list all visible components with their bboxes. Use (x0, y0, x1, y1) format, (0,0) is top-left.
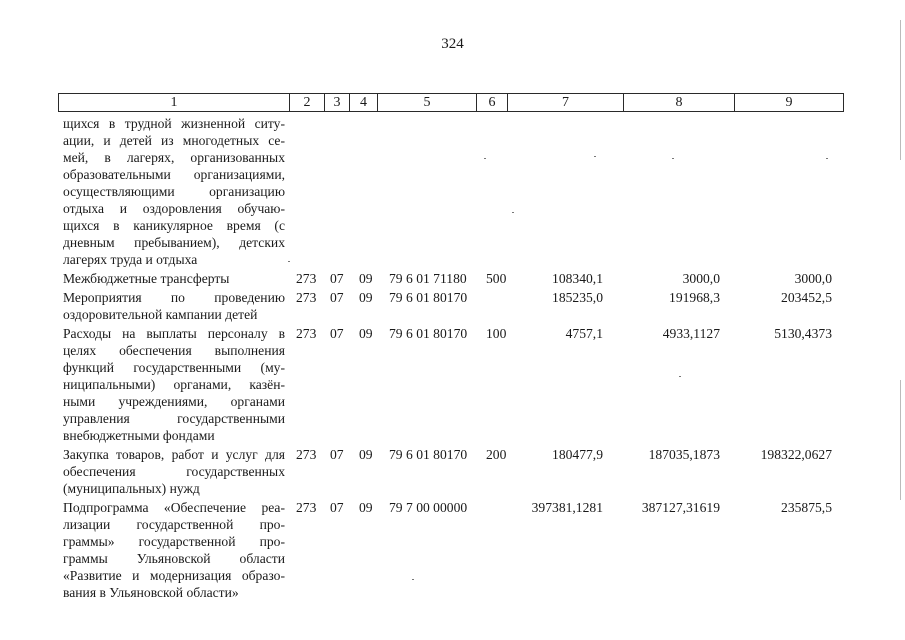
cell-csr: 79 6 01 71180 (389, 271, 467, 286)
scan-speck (412, 579, 414, 580)
cell-sum-2: 387127,31619 (641, 500, 720, 515)
row-name-line: граммы» государственной про- (63, 534, 285, 549)
row-name-line: Мероприятия по проведению (63, 290, 285, 305)
row-name (63, 446, 285, 497)
cell-sum-3: 235875,5 (781, 500, 832, 515)
row-name (63, 289, 285, 323)
row-name-line: внебюджетными фондами (63, 428, 215, 443)
header-col-sum2: 8 (624, 94, 735, 111)
cell-sum-3: 203452,5 (781, 290, 832, 305)
table-header-row (58, 93, 844, 112)
cell-pr: 09 (359, 447, 373, 462)
cell-sum-2: 187035,1873 (648, 447, 720, 462)
row-name-line: щихся в каникулярное время (с (63, 218, 285, 233)
table-row (0, 270, 905, 287)
row-name-line: ниципальными) органами, казён- (63, 377, 285, 392)
row-name-line: Подпрограмма «Обеспечение реа- (63, 500, 285, 515)
cell-sum-1: 108340,1 (552, 271, 603, 286)
scan-edge-mark (900, 380, 901, 500)
scan-speck (512, 212, 514, 213)
cell-csr: 79 7 00 00000 (389, 500, 468, 515)
cell-csr: 79 6 01 80170 (389, 447, 468, 462)
row-name-line: обеспечения государственных (63, 464, 285, 479)
cell-grbs: 273 (296, 290, 317, 305)
row-name-line: управления государственными (63, 411, 285, 426)
row-name-line: лагерях труда и отдыха (63, 252, 198, 267)
cell-pr: 09 (359, 500, 373, 515)
row-name-line: функций государственными (му- (63, 360, 285, 375)
scan-speck (672, 158, 674, 159)
cell-csr: 79 6 01 80170 (389, 326, 468, 341)
row-name (63, 115, 285, 268)
row-name-line: щихся в трудной жизненной ситу- (63, 116, 285, 131)
cell-sum-3: 5130,4373 (774, 326, 832, 341)
cell-vr: 500 (486, 271, 507, 286)
cell-vr: 100 (486, 326, 507, 341)
table-row (0, 289, 905, 323)
cell-sum-2: 4933,1127 (662, 326, 720, 341)
table-row (0, 325, 905, 444)
row-name-line: целях обеспечения выполнения (63, 343, 285, 358)
row-name-line: осуществляющими организацию (63, 184, 285, 199)
row-name-line: ными учреждениями, органами (63, 394, 285, 409)
cell-sum-1: 4757,1 (565, 326, 603, 341)
table-row (0, 499, 905, 601)
header-col-sum1: 7 (508, 94, 624, 111)
header-col-sum3: 9 (785, 95, 793, 110)
row-name-line: отдыха и оздоровления обучаю- (63, 201, 285, 216)
row-name-line: мей, в лагерях, организованных (63, 150, 285, 165)
cell-grbs: 273 (296, 326, 317, 341)
row-name-line: Межбюджетные трансферты (63, 271, 230, 286)
page-number: 324 (441, 36, 464, 52)
cell-rz: 07 (330, 326, 344, 341)
header-col-pr: 4 (350, 94, 378, 111)
row-name-line: оздоровительной кампании детей (63, 307, 258, 322)
cell-sum-3: 198322,0627 (760, 447, 832, 462)
cell-grbs: 273 (296, 447, 317, 462)
row-name (63, 270, 285, 287)
scan-speck (594, 156, 596, 157)
cell-pr: 09 (359, 271, 373, 286)
row-name-line: лизации государственной про- (63, 517, 285, 532)
scan-edge-mark (900, 20, 901, 160)
row-name-line: Закупка товаров, работ и услуг для (63, 447, 285, 462)
cell-pr: 09 (359, 290, 373, 305)
row-name-line: вания в Ульяновской области» (63, 585, 239, 600)
cell-grbs: 273 (296, 500, 317, 515)
cell-pr: 09 (359, 326, 373, 341)
cell-sum-2: 191968,3 (669, 290, 720, 305)
header-col-name: 1 (59, 94, 290, 111)
header-col-grbs: 2 (290, 94, 325, 111)
cell-rz: 07 (330, 271, 344, 286)
cell-sum-3: 3000,0 (794, 271, 832, 286)
header-col-rz: 3 (325, 94, 350, 111)
row-name-line: образовательными организациями, (63, 167, 285, 182)
table-row (0, 115, 905, 268)
header-col-vr: 6 (477, 94, 508, 111)
cell-csr: 79 6 01 80170 (389, 290, 468, 305)
cell-rz: 07 (330, 500, 344, 515)
row-name (63, 325, 285, 444)
row-name-line: Расходы на выплаты персоналу в (63, 326, 285, 341)
table-row (0, 446, 905, 497)
scan-speck (288, 261, 290, 262)
scan-speck (826, 158, 828, 159)
scan-speck (679, 376, 681, 377)
cell-grbs: 273 (296, 271, 317, 286)
cell-rz: 07 (330, 290, 344, 305)
scan-speck (484, 158, 486, 159)
cell-sum-1: 180477,9 (552, 447, 603, 462)
cell-sum-2: 3000,0 (682, 271, 720, 286)
row-name-line: граммы Ульяновской области (63, 551, 285, 566)
row-name-line: «Развитие и модернизация образо- (63, 568, 285, 583)
cell-sum-1: 185235,0 (552, 290, 603, 305)
cell-vr: 200 (486, 447, 507, 462)
cell-rz: 07 (330, 447, 344, 462)
row-name-line: ации, и детей из многодетных се- (63, 133, 285, 148)
cell-sum-1: 397381,1281 (531, 500, 603, 515)
row-name-line: (муниципальных) нужд (63, 481, 200, 496)
header-col-csr: 5 (378, 94, 477, 111)
row-name (63, 499, 285, 601)
row-name-line: дневным пребыванием), детских (63, 235, 285, 250)
